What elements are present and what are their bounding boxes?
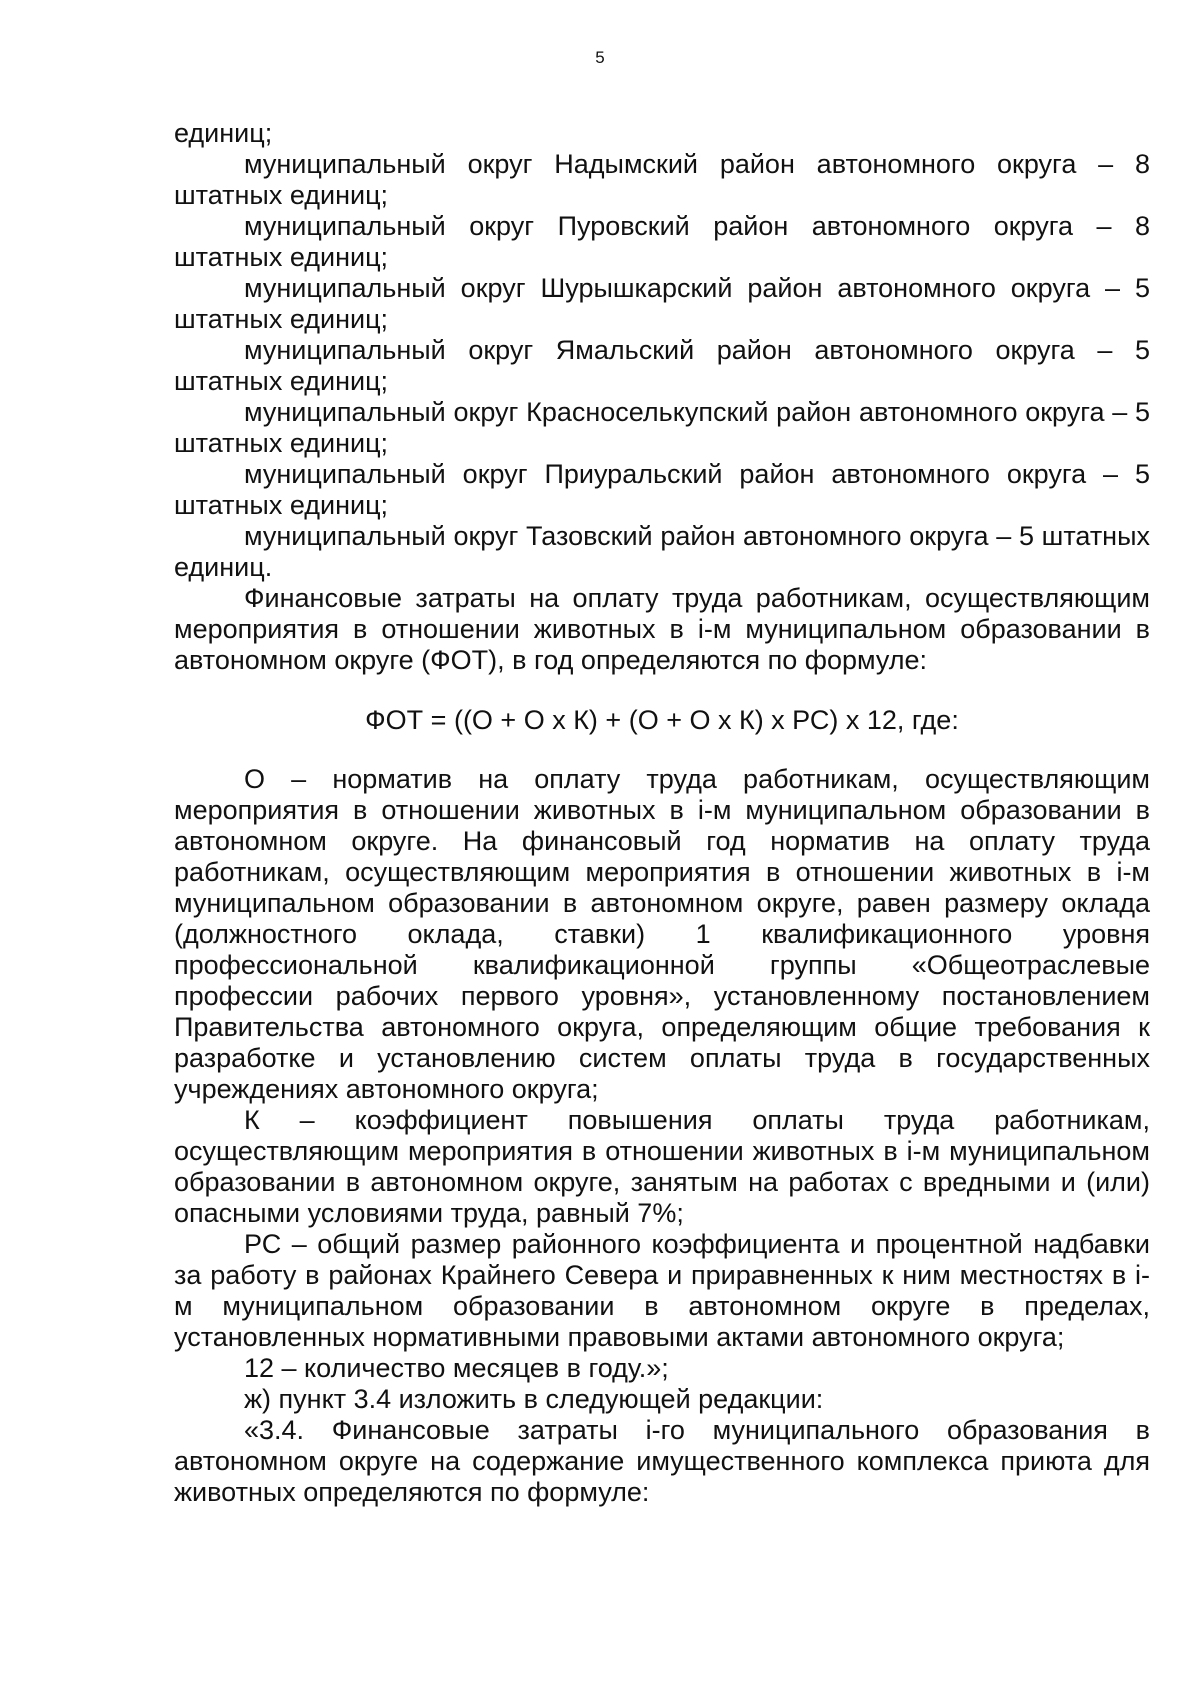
clause-3-4: «3.4. Финансовые затраты i-го муниципального образования в автономном округе на содержание имущественного комплекса приюта для животных определяются по формуле:	[174, 1415, 1150, 1507]
definition-o: О – норматив на оплату труда работникам, осуществляющим мероприятия в отношении животных в i-м муниципальном образовании в автономном округе. На финансовый год норматив на оплату труда работникам, осуществляющим мероприятия в отношении животных в i-м муниципальном образовании в автономном округе, равен размеру оклада (должностного оклада, ставки) 1 квалификационного уровня профессиональной квалификационной группы «Общеотраслевые профессии рабочих первого уровня», установленному постановлением Правительства автономного округа, определяющим общие требования к разработке и установлению систем оплаты труда в государственных учреждениях автономного округа;	[174, 764, 1150, 1104]
amendment-item-zh: ж) пункт 3.4 изложить в следующей редакции:	[244, 1384, 824, 1414]
paragraph-continuation: единиц;	[174, 118, 273, 148]
page-number: 5	[595, 48, 605, 67]
paragraph-yamalsky: муниципальный округ Ямальский район автономного округа – 5 штатных единиц;	[174, 335, 1150, 396]
paragraph-purovsky: муниципальный округ Пуровский район автономного округа – 8 штатных единиц;	[174, 211, 1150, 272]
document-body	[174, 118, 1150, 1508]
paragraph-priuralsky: муниципальный округ Приуральский район автономного округа – 5 штатных единиц;	[174, 459, 1150, 520]
definition-k: К – коэффициент повышения оплаты труда работникам, осуществляющим мероприятия в отношении животных в i-м муниципальном образовании в автономном округе, занятым на работах с вредными и (или) опасными условиями труда, равный 7%;	[174, 1105, 1150, 1228]
paragraph-fot-intro: Финансовые затраты на оплату труда работникам, осуществляющим мероприятия в отношении животных в i-м муниципальном образовании в автономном округе (ФОТ), в год определяются по формуле:	[174, 583, 1150, 675]
paragraph-shuryshkarsky: муниципальный округ Шурышкарский район автономного округа – 5 штатных единиц;	[174, 273, 1150, 334]
definition-12: 12 – количество месяцев в году.»;	[244, 1353, 669, 1383]
paragraph-nadym: муниципальный округ Надымский район автономного округа – 8 штатных единиц;	[174, 149, 1150, 210]
paragraph-krasnoselkupsky: муниципальный округ Красноселькупский район автономного округа – 5 штатных единиц;	[174, 397, 1150, 458]
paragraph-tazovsky: муниципальный округ Тазовский район автономного округа – 5 штатных единиц.	[174, 521, 1150, 582]
definition-rs: РС – общий размер районного коэффициента и процентной надбавки за работу в районах Крайнего Севера и приравненных к ним местностях в i-м муниципальном образовании в автономном округе в пределах, установленных нормативными правовыми актами автономного округа;	[174, 1229, 1150, 1352]
fot-formula: ФОТ = ((О + О х К) + (О + О х К) х РС) х 12, где:	[365, 705, 959, 735]
